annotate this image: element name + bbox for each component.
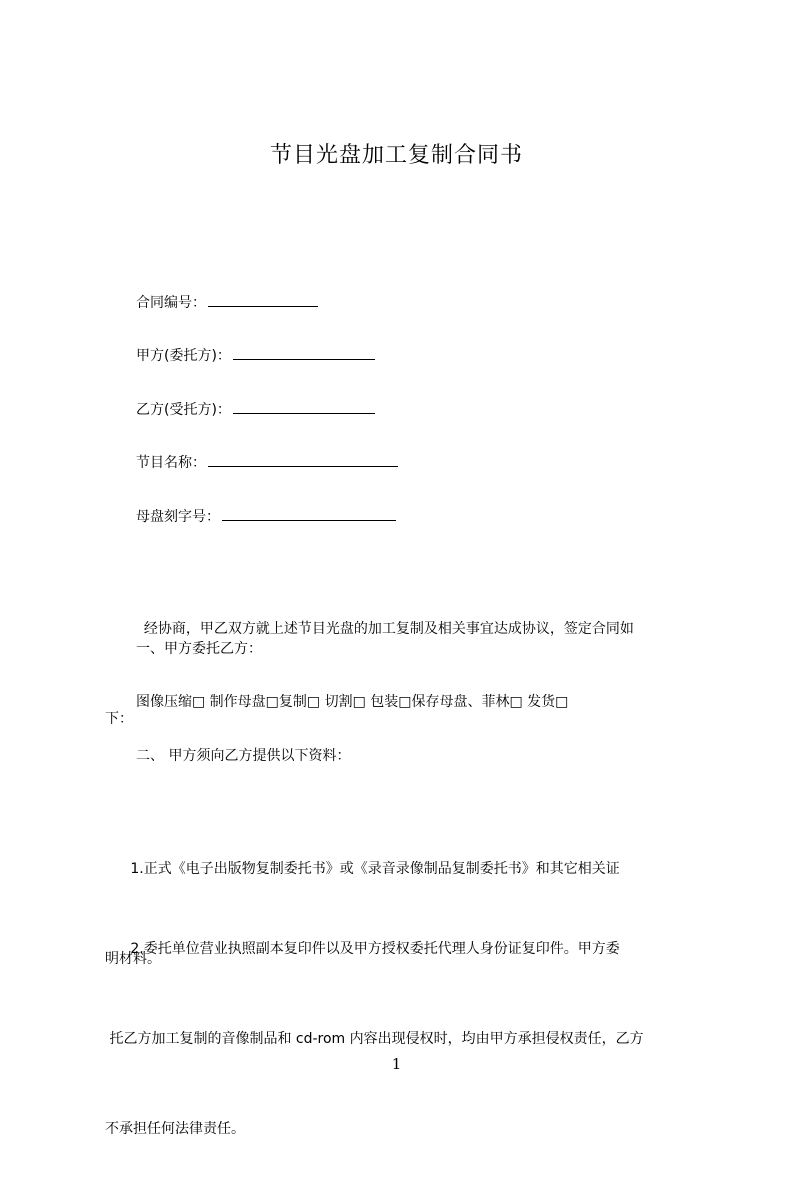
item-1-line-2: 明材料。 [105,951,161,967]
item-2-line-2: 托乙方加工复制的音像制品和 cd-rom 内容出现侵权时，均由甲方承担侵权责任，乙方 [105,1031,644,1047]
intro-line-2: 下： [105,711,133,727]
master-code-blank [222,505,396,521]
contract-number-label: 合同编号： [136,295,206,311]
program-name-label: 节目名称： [136,455,206,471]
master-code-label: 母盘刻字号： [136,509,220,525]
item-2-line-1: 2.委托单位营业执照副本复印件以及甲方授权委托代理人身份证复印件。甲方委 [117,941,620,957]
party-a-label: 甲方(委托方)： [136,348,231,364]
intro-line-1: 经协商，甲乙双方就上述节目光盘的加工复制及相关事宜达成协议，签定合同如 [135,621,634,637]
section-1-heading: 一、甲方委托乙方： [136,641,262,657]
program-name-field [136,451,398,473]
item-1-line-1: 1.正式《电子出版物复制委托书》或《录音录像制品复制委托书》和其它相关证 [117,861,620,877]
item-2-line-3: 不承担任何法律责任。 [105,1121,245,1137]
contract-number-field [136,291,318,313]
master-code-field [136,505,396,527]
contract-number-blank [208,291,318,307]
party-a-field [136,344,375,366]
party-b-label: 乙方(受托方)： [136,402,231,418]
section-1-options: 图像压缩□ 制作母盘□复制□ 切割□ 包装□保存母盘、菲林□ 发货□ [136,694,569,710]
program-name-blank [208,451,398,467]
party-b-blank [233,398,375,414]
section-2-heading: 二、 甲方须向乙方提供以下资料： [136,748,351,764]
item-2-paragraph [105,874,701,1204]
page-number: 1 [391,1055,402,1073]
party-b-field [136,398,375,420]
document-title: 节目光盘加工复制合同书 [269,143,523,168]
party-a-blank [233,344,375,360]
